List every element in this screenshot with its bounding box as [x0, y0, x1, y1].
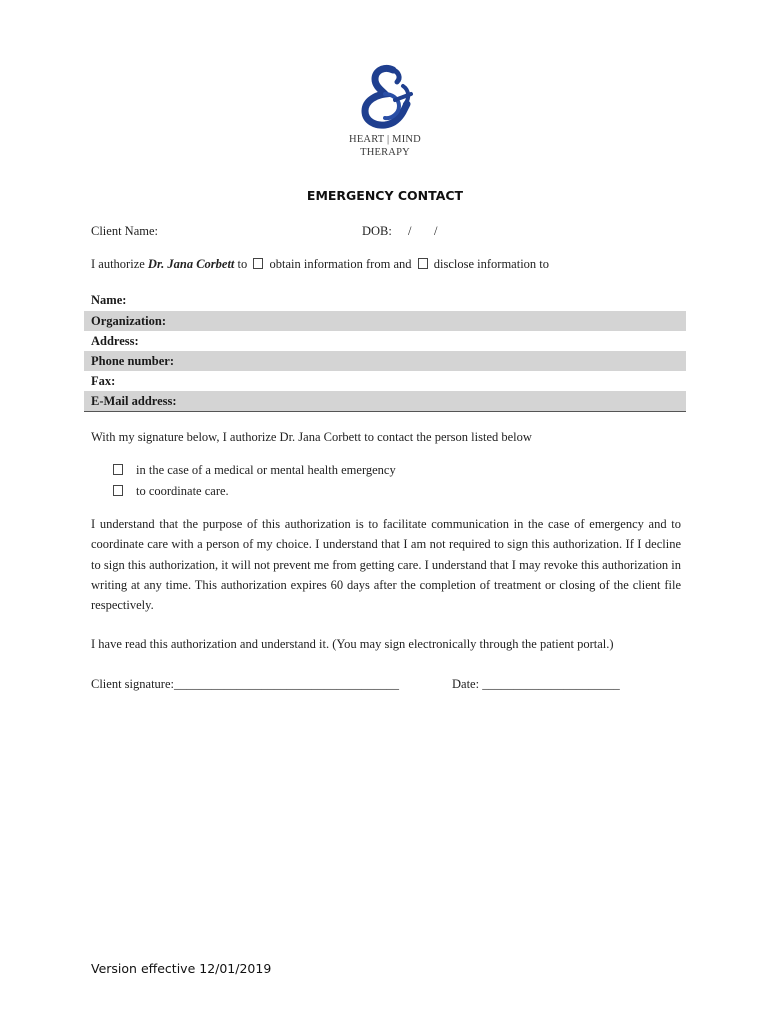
contact-row-label: Phone number:	[91, 354, 174, 368]
contact-row-label: Address:	[91, 334, 139, 348]
option-emergency	[110, 463, 396, 478]
obtain-text: obtain information from and	[266, 257, 415, 271]
authorize-to: to	[234, 257, 251, 271]
logo-text-line1: HEART | MIND	[349, 134, 421, 145]
option-coordinate	[110, 484, 229, 499]
page-title: EMERGENCY CONTACT	[306, 188, 464, 203]
option-coordinate-label: to coordinate care.	[136, 484, 229, 498]
dob-separator-1: /	[408, 224, 412, 238]
contact-row-name	[84, 290, 686, 310]
read-statement: I have read this authorization and understand it. (You may sign electronically through the patient portal.)	[91, 637, 614, 651]
dob-label: DOB:	[362, 224, 392, 238]
contact-row-label: Fax:	[91, 374, 116, 388]
logo-text-line2: THERAPY	[360, 147, 410, 158]
understand-paragraph: I understand that the purpose of this authorization is to facilitate communication in the case of emergency and to coordinate care with a person of my choice. I understand that I am not required to sign this authorization. If I decline to sign this authorization, it will not prevent me from getting care. I understand that I may revoke this authorization in writing at any time. This authorization expires 60 days after the completion of treatment or closing of the client file respectively.	[91, 517, 681, 613]
signature-intro: With my signature below, I authorize Dr. Jana Corbett to contact the person listed below	[91, 430, 532, 444]
obtain-checkbox[interactable]	[253, 258, 263, 269]
contact-row-organization	[84, 311, 686, 331]
ampersand-logo-icon	[355, 64, 415, 130]
dob-separator-2: /	[434, 224, 438, 238]
contact-row-email	[84, 391, 686, 411]
coordinate-care-checkbox[interactable]	[113, 485, 123, 496]
authorize-statement	[91, 257, 549, 272]
table-bottom-border	[84, 411, 686, 412]
version-footer: Version effective 12/01/2019	[91, 961, 272, 976]
contact-row-phone	[84, 351, 686, 371]
disclose-text: disclose information to	[430, 257, 550, 271]
heart-mind-therapy-logo	[340, 64, 430, 159]
client-signature-field[interactable]: Client signature:____________________________________	[91, 677, 399, 691]
contact-row-label: Name:	[91, 293, 127, 307]
authorize-prefix: I authorize	[91, 257, 148, 271]
doctor-name: Dr. Jana Corbett	[147, 257, 235, 271]
date-field[interactable]: Date: ______________________	[452, 677, 620, 691]
contact-row-label: Organization:	[91, 314, 166, 328]
option-emergency-label: in the case of a medical or mental health emergency	[136, 463, 396, 477]
contact-row-fax	[84, 371, 686, 391]
contact-row-label: E-Mail address:	[91, 394, 177, 408]
client-name-label: Client Name:	[91, 224, 158, 238]
emergency-checkbox[interactable]	[113, 464, 123, 475]
contact-row-address	[84, 331, 686, 351]
disclose-checkbox[interactable]	[418, 258, 428, 269]
